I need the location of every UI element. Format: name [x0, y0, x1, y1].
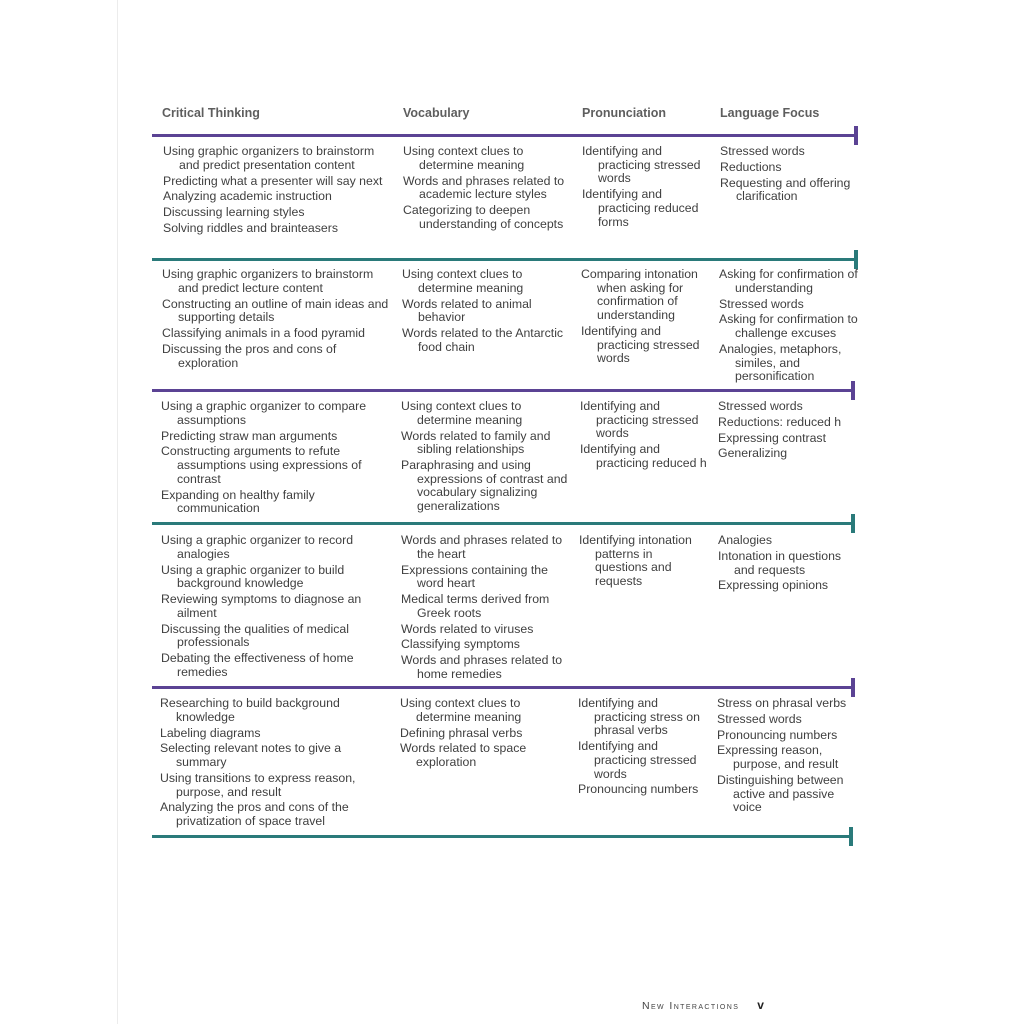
- row-divider-cap: [851, 678, 855, 697]
- list-item: Comparing intonation when asking for confirmation of understanding: [581, 267, 698, 323]
- list-item: Words related to viruses: [401, 621, 534, 636]
- list-item: Labeling diagrams: [160, 725, 261, 740]
- row-divider: [152, 686, 855, 689]
- list-item: Stressed words: [720, 144, 805, 158]
- list-item: Classifying animals in a food pyramid: [162, 326, 365, 340]
- list-item: Expressing opinions: [718, 578, 829, 593]
- table-header: [152, 106, 862, 126]
- vocabulary-cell: [401, 534, 571, 684]
- list-item: Predicting straw man arguments: [161, 428, 338, 443]
- row-divider: [152, 835, 853, 838]
- list-item: Medical terms derived from Greek roots: [401, 592, 550, 620]
- pronunciation-cell: [579, 534, 707, 591]
- list-item: Paraphrasing and using expressions of contrast and vocabulary signalizing generalizations: [401, 458, 568, 514]
- pronunciation-cell: [582, 145, 710, 231]
- list-item: Reviewing symptoms to diagnose an ailment: [161, 592, 362, 620]
- critical-thinking-cell: [160, 697, 392, 831]
- list-item: Stress on phrasal verbs: [717, 696, 847, 710]
- list-item: Using graphic organizers to brainstorm and predict presentation content: [163, 144, 375, 172]
- list-item: Using graphic organizers to brainstorm and predict lecture content: [162, 267, 374, 295]
- list-item: Identifying and practicing stressed words: [580, 399, 699, 441]
- list-item: Expressions containing the word heart: [401, 562, 548, 591]
- list-item: Using a graphic organizer to build background knowledge: [161, 562, 345, 591]
- list-item: Analogies, metaphors, similes, and personification: [719, 341, 842, 384]
- row-divider: [152, 258, 858, 261]
- list-item: Identifying and practicing stress on phrasal verbs: [578, 696, 700, 738]
- list-item: Words related to family and sibling relationships: [401, 428, 551, 457]
- list-item: Distinguishing between active and passive voice: [717, 772, 844, 815]
- list-item: Classifying symptoms: [401, 637, 520, 652]
- pronunciation-cell: [580, 400, 708, 473]
- list-item: Analyzing academic instruction: [163, 189, 332, 204]
- list-item: Identifying and practicing stressed words: [582, 144, 701, 186]
- list-item: Expressing reason, purpose, and result: [717, 743, 839, 772]
- header-language-focus: Language Focus: [720, 106, 820, 120]
- list-item: Solving riddles and brainteasers: [163, 220, 338, 235]
- row-divider: [152, 389, 855, 392]
- list-item: Asking for confirmation of understanding: [719, 267, 858, 295]
- list-item: Words and phrases related to the heart: [401, 533, 563, 561]
- list-item: Words related to animal behavior: [402, 296, 532, 325]
- list-item: Using transitions to express reason, purpose, and result: [160, 770, 356, 799]
- list-item: Analyzing the pros and cons of the privatization of space travel: [160, 800, 349, 828]
- language-focus-cell: [719, 268, 859, 386]
- pronunciation-cell: [578, 697, 706, 799]
- critical-thinking-cell: [162, 268, 394, 372]
- list-item: Pronouncing numbers: [717, 727, 838, 742]
- list-item: Researching to build background knowledge: [160, 696, 340, 724]
- list-item: Identifying and practicing stressed words: [578, 739, 697, 781]
- row-divider-cap: [851, 514, 855, 533]
- language-focus-cell: [717, 697, 857, 817]
- list-item: Words and phrases related to academic lecture styles: [403, 173, 565, 202]
- row-divider-cap: [849, 827, 853, 846]
- list-item: Expressing contrast: [718, 430, 826, 445]
- book-title: New Interactions: [642, 1000, 740, 1012]
- list-item: Expanding on healthy family communication: [161, 487, 315, 516]
- list-item: Discussing the qualities of medical professionals: [161, 621, 349, 650]
- vocabulary-cell: [400, 697, 570, 772]
- list-item: Reductions: [720, 159, 782, 174]
- list-item: Using context clues to determine meaning: [401, 399, 523, 427]
- list-item: Pronouncing numbers: [578, 782, 699, 797]
- list-item: Using a graphic organizer to compare assumptions: [161, 399, 367, 427]
- list-item: Stressed words: [717, 711, 802, 726]
- page-edge: [117, 0, 118, 1024]
- critical-thinking-cell: [163, 145, 393, 238]
- vocabulary-cell: [402, 268, 572, 357]
- list-item: Debating the effectiveness of home remedies: [161, 651, 354, 679]
- row-divider-cap: [854, 126, 858, 145]
- critical-thinking-cell: [161, 534, 393, 682]
- list-item: Identifying intonation patterns in questions and requests: [579, 533, 692, 589]
- language-focus-cell: [718, 400, 858, 463]
- list-item: Categorizing to deepen understanding of concepts: [403, 203, 564, 231]
- header-pronunciation: Pronunciation: [582, 106, 667, 120]
- list-item: Generalizing: [718, 446, 788, 461]
- list-item: Discussing the pros and cons of exploration: [162, 341, 337, 370]
- page-footer: [642, 998, 764, 1012]
- list-item: Constructing an outline of main ideas and supporting details: [162, 296, 389, 325]
- list-item: Stressed words: [719, 296, 804, 311]
- list-item: Stressed words: [718, 399, 803, 413]
- header-vocabulary: Vocabulary: [403, 106, 470, 120]
- vocabulary-cell: [403, 145, 573, 234]
- list-item: Asking for confirmation to challenge excuses: [719, 312, 858, 340]
- list-item: Analogies: [718, 533, 773, 547]
- vocabulary-cell: [401, 400, 571, 516]
- list-item: Selecting relevant notes to give a summary: [160, 741, 342, 769]
- list-item: Discussing learning styles: [163, 205, 305, 220]
- language-focus-cell: [718, 534, 858, 595]
- language-focus-cell: [720, 145, 860, 206]
- row-divider: [152, 134, 858, 137]
- list-item: Reductions: reduced h: [718, 414, 842, 429]
- list-item: Using context clues to determine meaning: [403, 144, 525, 172]
- list-item: Identifying and practicing stressed words: [581, 323, 700, 366]
- header-critical-thinking: Critical Thinking: [162, 106, 260, 120]
- list-item: Using context clues to determine meaning: [402, 267, 524, 295]
- list-item: Words related to space exploration: [400, 741, 527, 769]
- list-item: Defining phrasal verbs: [400, 725, 523, 740]
- page-number: v: [757, 998, 764, 1012]
- list-item: Identifying and practicing reduced forms: [582, 187, 699, 229]
- list-item: Intonation in questions and requests: [718, 548, 842, 577]
- critical-thinking-cell: [161, 400, 393, 518]
- row-divider: [152, 522, 855, 525]
- list-item: Requesting and offering clarification: [720, 175, 851, 204]
- list-item: Identifying and practicing reduced h: [580, 442, 707, 470]
- list-item: Words and phrases related to home remedies: [401, 653, 563, 681]
- list-item: Words related to the Antarctic food chain: [402, 326, 564, 354]
- pronunciation-cell: [581, 268, 709, 368]
- list-item: Using a graphic organizer to record analogies: [161, 533, 354, 561]
- list-item: Using context clues to determine meaning: [400, 696, 522, 724]
- list-item: Constructing arguments to refute assumptions using expressions of contrast: [161, 444, 362, 486]
- list-item: Predicting what a presenter will say next: [163, 173, 383, 188]
